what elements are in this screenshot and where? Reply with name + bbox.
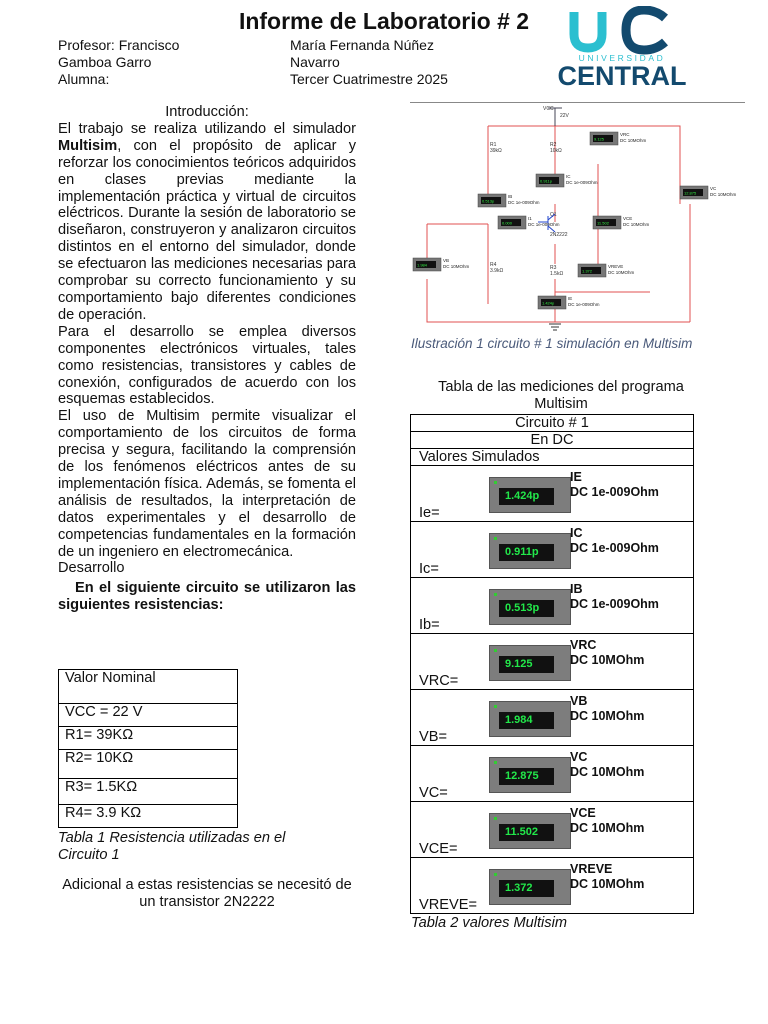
circuit-meter-value: 9.125 [594,136,605,142]
meter-indicator-icon [494,481,497,484]
meter-name: VRC [570,638,597,652]
measurement-cell [411,690,694,746]
multimeter-display [489,589,571,625]
circuit-meter-name: IC [566,174,571,179]
table-2-caption: Tabla 2 valores Multisim [411,915,567,931]
university-logo [540,6,705,88]
circuit-meter-mode: DC 1e-009Ohm [508,200,540,205]
circuit-meter [593,216,650,229]
circuit-meter-value: 0.513p [482,198,495,204]
multimeter-display [489,645,571,681]
r1-value: 39kΩ [490,148,502,154]
intro-heading: Introducción: [165,104,249,120]
r2-value: 10kΩ [550,148,562,154]
table-row: R1= 39KΩ [59,727,238,750]
intro-paragraph-1: El trabajo se realiza utilizando el simulador Multisim, con el propósito de aplicar y reforzar los conocimientos teóricos adquiridos en clases previas mediante la implementación práctica y virtual de circuitos eléctricos. Durante la sesión de laboratorio se diseñaron, construyeron y analizaron circuitos distintos en el entorno del simulador, donde se efectuaron las mediciones necesarias para comprobar su correcto funcionamiento y su comportamiento bajo diferentes condiciones de operación. [58,120,356,323]
circuit-meter-value: 12.875 [684,190,697,196]
circuit-meter [538,296,600,309]
intro-paragraph-3: El uso de Multisim permite visualizar el comportamiento de los circuitos de forma precisa y segura, facilitando la comprensión de los fenómenos eléctricos antes de su implementación física. Además, se fomenta el análisis de resultados, la interpretación de datos experimentales y el desarrollo de competencias fundamentales en la formación de un ingeniero en electromecánica. [58,408,356,560]
meter-mode: DC 10MOhm [570,709,645,723]
circuit-meter [478,194,540,207]
table-row [411,634,694,690]
measurement-cell [411,634,694,690]
measurement-label: Ie= [419,505,440,521]
r3-label: R3 [550,265,557,271]
meter-indicator-icon [494,649,497,652]
circuit-meter-name: IB [508,194,513,199]
meter-reading: 1.984 [499,712,554,729]
student-name-1: María Fernanda Núñez [290,37,434,53]
circuit-meter-value: 0.000 [502,220,513,226]
transistor-note: Adicional a estas resistencias se necesitó de un transistor 2N2222 [62,877,352,910]
circuit-meter-mode: DC 1e-009Ohm [528,222,560,227]
illustration-1-caption: Ilustración 1 circuito # 1 simulación en Multisim [411,336,693,351]
circuit-meter-mode: DC 10MOhm [443,264,470,269]
meter-mode: DC 10MOhm [570,877,645,891]
table-header-valores: Valores Simulados [411,449,694,466]
meter-name: IB [570,582,583,596]
meter-name: VCE [570,806,596,820]
circuit-meter [680,186,737,199]
multimeter-display [489,757,571,793]
measurement-cell [411,578,694,634]
profesor-line: Profesor: Francisco [58,37,180,53]
alumna-label: Alumna: [58,71,110,87]
meter-reading: 12.875 [499,768,554,785]
resistance-table-header: Valor Nominal [59,670,238,704]
table-row [411,522,694,578]
vcc-label: VCC [543,106,554,112]
table-row: VCC = 22 V [59,704,238,727]
meter-reading: 1.424p [499,488,554,505]
circuit-meter-value: 11.502 [597,220,609,226]
table-row [411,858,694,914]
meter-name: IE [570,470,582,484]
meter-mode: DC 1e-009Ohm [570,541,659,555]
circuit-meter-value: 1.984 [417,262,428,268]
multimeter-display [489,701,571,737]
logo-central-text: CENTRAL [557,61,687,88]
meter-mode: DC 10MOhm [570,821,645,835]
measurement-cell [411,522,694,578]
meter-name: IC [570,526,583,540]
meter-indicator-icon [494,817,497,820]
table-row [411,690,694,746]
r2-label: R2 [550,142,557,148]
meter-reading: 0.513p [499,600,554,617]
circuit-meter-name: VRC [620,132,630,137]
student-name-2: Navarro [290,54,340,70]
measurement-table [410,414,694,914]
table-row [411,466,694,522]
desarrollo-heading: Desarrollo [58,560,125,577]
meter-mode: DC 10MOhm [570,765,645,779]
table-row [411,802,694,858]
measurement-label: VC= [419,785,448,801]
meter-name: VC [570,750,588,764]
circuit-meter-mode: DC 10MOhm [710,192,737,197]
meter-indicator-icon [494,593,497,596]
table-row: R4= 3.9 KΩ [59,805,238,828]
multimeter-display [489,477,571,513]
document-title: Informe de Laboratorio # 2 [238,8,530,34]
r4-value: 3.9kΩ [490,268,504,274]
r3-value: 1.5kΩ [550,271,564,277]
intro-paragraph-2: Para el desarrollo se emplea diversos componentes electrónicos virtuales, tales como resistencias, transistores y cables de conexión, configurados de acuerdo con los esquemas establecidos. [58,323,356,408]
table-row [411,578,694,634]
measurement-label: Ic= [419,561,439,577]
meter-reading: 11.502 [499,824,554,841]
profesor-line-2: Gamboa Garro [58,54,152,70]
meter-reading: 1.372 [499,880,554,897]
circuit-meter-name: VC [710,186,717,191]
table-1-caption: Tabla 1 Resistencia utilizadas en el Circuito 1 [58,830,286,863]
circuit-meter-name: IE [568,296,573,301]
measurement-cell [411,746,694,802]
table-row: R3= 1.5KΩ [59,779,238,805]
meter-name: VREVE [570,862,613,876]
circuit-meter-name: I1 [528,216,532,221]
table-header-dc: En DC [411,432,694,449]
circuit-meter-mode: DC 10MOhm [608,270,635,275]
circuit-meter-value: 1.424p [542,300,555,306]
measurement-label: VREVE= [419,897,477,913]
meter-reading: 0.911p [499,544,554,561]
meter-indicator-icon [494,537,497,540]
table-header-circuito: Circuito # 1 [411,415,694,432]
circuit-meter-name: VCE [623,216,633,221]
multimeter-display [489,813,571,849]
meter-mode: DC 1e-009Ohm [570,485,659,499]
circuit-meter-mode: DC 10MOhm [623,222,650,227]
logo-universidad-text: UNIVERSIDAD [578,53,666,63]
ground-symbol [549,324,561,330]
resistances-lead: En el siguiente circuito se utilizaron las siguientes resistencias: [58,580,356,614]
meter-name: VB [570,694,588,708]
meter-mode: DC 10MOhm [570,653,645,667]
term-label: Tercer Cuatrimestre 2025 [290,71,448,87]
meter-indicator-icon [494,873,497,876]
circuit-meter-mode: DC 1e-009Ohm [566,180,598,185]
meter-indicator-icon [494,705,497,708]
circuit-meter-name: VB [443,258,450,263]
r4-label: R4 [490,262,497,268]
measurement-label: Ib= [419,617,440,633]
measurement-cell [411,858,694,914]
meter-mode: DC 1e-009Ohm [570,597,659,611]
introduction-section [58,104,356,614]
measurement-label: VRC= [419,673,459,689]
r1-label: R1 [490,142,497,148]
circuit-meter-value: 1.372 [582,268,593,274]
measurement-label: VCE= [419,841,458,857]
circuit-meter [590,132,647,145]
circuit-simulation-image [410,104,745,334]
vcc-value: 22V [560,113,569,119]
circuit-meter-name: VREVE [608,264,624,269]
circuit-meter [578,264,635,277]
resistance-table [58,669,238,828]
q1-label: Q1 [550,212,557,218]
multimeter-display [489,533,571,569]
circuit-meter-mode: DC 10MOhm [620,138,647,143]
measurement-cell [411,466,694,522]
circuit-meter-mode: DC 1e-009Ohm [568,302,600,307]
meter-reading: 9.125 [499,656,554,673]
circuit-meter-value: 0.911p [540,178,552,184]
measurement-label: VB= [419,729,447,745]
meter-indicator-icon [494,761,497,764]
measurement-table-title: Tabla de las mediciones del programa Multisim [438,379,684,412]
circuit-meter [413,258,470,271]
table-row [411,746,694,802]
header-divider [410,102,745,103]
circuit-meter [536,174,598,187]
multimeter-display [489,869,571,905]
q1-value: 2N2222 [550,232,568,238]
measurement-cell [411,802,694,858]
table-row: R2= 10KΩ [59,750,238,779]
